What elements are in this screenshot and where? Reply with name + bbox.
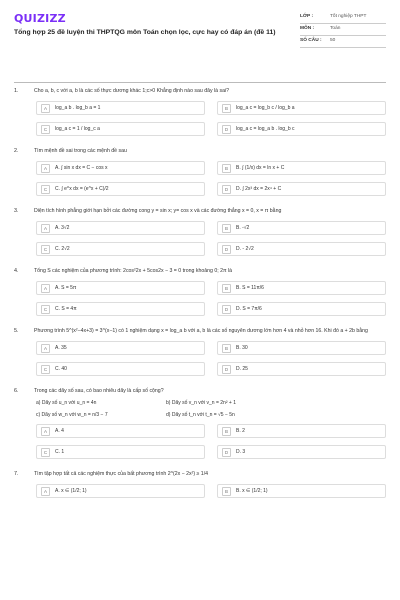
- option-text: log_a c = 1 / log_c a: [55, 126, 100, 132]
- question-number: 4.: [14, 268, 19, 274]
- meta-panel: [300, 12, 386, 48]
- option-text: A. 35: [55, 345, 67, 351]
- answer-option-a[interactable]: [36, 341, 205, 355]
- answer-option-a[interactable]: [36, 221, 205, 235]
- option-letter-box: B: [222, 164, 231, 173]
- question-text: Phương trình 5^(x²−4x+3) = 3^(x−1) có 1 nghiệm dạng x = log_a b với a, b là các số nguyên dương lớn hơn 4 và nhỏ hơn 16. Khi đó a + 2b bằng: [34, 328, 368, 334]
- option-text: C. 2√2: [55, 246, 70, 252]
- question-6: [14, 388, 386, 471]
- answer-options: [36, 101, 386, 136]
- option-text: B. 2: [236, 428, 245, 434]
- option-text: log_a c = log_b c / log_b a: [236, 105, 295, 111]
- meta-question-count: SỐ CÂU : 50: [300, 36, 386, 48]
- header-divider: [14, 82, 386, 83]
- question-header: [14, 208, 386, 215]
- answer-options: [36, 161, 386, 196]
- option-letter-box: A: [41, 104, 50, 113]
- option-letter-box: C: [41, 185, 50, 194]
- answer-option-d[interactable]: [217, 122, 386, 136]
- sub-statement: b) Dãy số v_n với v_n = 2n² + 1: [166, 400, 236, 406]
- answer-option-c[interactable]: [36, 302, 205, 316]
- option-text: C. 40: [55, 366, 67, 372]
- answer-options: [36, 341, 386, 376]
- option-letter-box: A: [41, 164, 50, 173]
- question-3: [14, 208, 386, 268]
- document-title: Tổng hợp 25 đề luyện thi THPTQG môn Toán chọn lọc, cực hay có đáp án (đề 11): [14, 29, 276, 36]
- option-text: D. ∫ 2x³ dx = 2x⁴ + C: [236, 186, 282, 192]
- option-letter-box: C: [41, 245, 50, 254]
- question-header: [14, 148, 386, 155]
- answer-option-b[interactable]: [217, 424, 386, 438]
- question-number: 3.: [14, 208, 19, 214]
- option-letter-box: C: [41, 365, 50, 374]
- answer-option-c[interactable]: [36, 242, 205, 256]
- question-spacer: [14, 316, 386, 328]
- answer-option-a[interactable]: [36, 161, 205, 175]
- option-text: D. 3: [236, 449, 246, 455]
- option-letter-box: D: [222, 305, 231, 314]
- answer-option-c[interactable]: [36, 445, 205, 459]
- answer-option-c[interactable]: [36, 182, 205, 196]
- question-1: [14, 88, 386, 148]
- option-letter-box: A: [41, 284, 50, 293]
- question-spacer: [14, 376, 386, 388]
- option-text: B. -√2: [236, 225, 250, 231]
- answer-options: [36, 484, 386, 498]
- option-text: C. 1: [55, 449, 65, 455]
- option-letter-box: D: [222, 365, 231, 374]
- answer-option-c[interactable]: [36, 362, 205, 376]
- answer-option-b[interactable]: [217, 281, 386, 295]
- question-2: [14, 148, 386, 208]
- option-letter-box: B: [222, 427, 231, 436]
- answer-options: [36, 221, 386, 256]
- option-text: C. S = 4π: [55, 306, 77, 312]
- answer-option-b[interactable]: [217, 101, 386, 115]
- question-5: [14, 328, 386, 388]
- question-spacer: [14, 196, 386, 208]
- option-text: log_a b . log_b a = 1: [55, 105, 101, 111]
- sub-statement: a) Dãy số u_n với u_n = 4n: [36, 400, 97, 406]
- answer-options: [36, 281, 386, 316]
- option-text: D. - 2√2: [236, 246, 254, 252]
- question-list: [14, 88, 386, 510]
- question-text: Trong các dãy số sau, có bao nhiêu dãy là cấp số cộng?: [34, 388, 164, 394]
- answer-option-b[interactable]: [217, 221, 386, 235]
- option-text: log_a c = log_a b . log_b c: [236, 126, 295, 132]
- question-spacer: [14, 136, 386, 148]
- question-text: Cho a, b, c với a, b là các số thực dương khác 1;c>0 Khẳng định nào sau đây là sai?: [34, 88, 229, 94]
- question-text: Tổng S các nghiệm của phương trình: 2cos²2x + 5cos2x − 3 = 0 trong khoảng 0; 2π là: [34, 268, 233, 274]
- option-letter-box: A: [41, 224, 50, 233]
- question-number: 6.: [14, 388, 19, 394]
- meta-class: LỚP : Tốt nghiệp THPT: [300, 12, 386, 24]
- option-text: B. 30: [236, 345, 248, 351]
- answer-option-b[interactable]: [217, 341, 386, 355]
- question-number: 2.: [14, 148, 19, 154]
- answer-option-d[interactable]: [217, 242, 386, 256]
- answer-option-b[interactable]: [217, 484, 386, 498]
- question-spacer: [14, 256, 386, 268]
- answer-option-d[interactable]: [217, 182, 386, 196]
- meta-subject: MÔN : Toán: [300, 24, 386, 36]
- option-letter-box: A: [41, 487, 50, 496]
- sub-statement: c) Dãy số w_n với w_n = n/3 − 7: [36, 412, 108, 418]
- question-text: Tìm tập hợp tất cả các nghiệm thực của bất phương trình 2^(2x − 2x²) ≥ 1/4: [34, 471, 209, 477]
- option-text: A. ∫ sin x dx = C − cos x: [55, 165, 108, 171]
- answer-option-a[interactable]: [36, 281, 205, 295]
- question-text: Diện tích hình phẳng giới hạn bởi các đường cong y = sin x; y= cos x và các đường thẳng x = 0, x = π bằng: [34, 208, 282, 214]
- sub-statement: d) Dãy số t_n với t_n = √5 − 5n: [166, 412, 235, 418]
- option-letter-box: B: [222, 104, 231, 113]
- answer-options: [36, 424, 386, 459]
- question-number: 7.: [14, 471, 19, 477]
- option-text: A. 4: [55, 428, 64, 434]
- question-text: Tìm mệnh đề sai trong các mệnh đề sau: [34, 148, 127, 154]
- option-text: A. x ∈ (1/2; 1): [55, 488, 87, 494]
- question-4: [14, 268, 386, 328]
- option-text: A. 3√2: [55, 225, 70, 231]
- option-letter-box: B: [222, 344, 231, 353]
- option-letter-box: A: [41, 427, 50, 436]
- option-letter-box: A: [41, 344, 50, 353]
- answer-option-a[interactable]: [36, 424, 205, 438]
- option-text: D. 25: [236, 366, 248, 372]
- question-header: [14, 268, 386, 275]
- question-number: 1.: [14, 88, 19, 94]
- question-spacer: [14, 498, 386, 510]
- option-text: B. ∫ (1/x) dx = ln x + C: [236, 165, 285, 171]
- sub-statements: [36, 400, 296, 418]
- option-text: B. x ∈ (1/2; 1): [236, 488, 268, 494]
- answer-option-d[interactable]: [217, 445, 386, 459]
- option-text: B. S = 11π/6: [236, 285, 264, 291]
- option-letter-box: C: [41, 125, 50, 134]
- option-letter-box: C: [41, 305, 50, 314]
- question-spacer: [14, 459, 386, 471]
- option-letter-box: D: [222, 448, 231, 457]
- question-7: [14, 471, 386, 510]
- question-number: 5.: [14, 328, 19, 334]
- option-letter-box: C: [41, 448, 50, 457]
- answer-option-d[interactable]: [217, 362, 386, 376]
- answer-option-c[interactable]: [36, 122, 205, 136]
- option-letter-box: D: [222, 245, 231, 254]
- quizizz-logo: QUIZIZZ: [14, 12, 66, 25]
- answer-option-d[interactable]: [217, 302, 386, 316]
- option-letter-box: B: [222, 487, 231, 496]
- option-text: C. ∫ e^x dx = (e^x + C)/2: [55, 186, 109, 192]
- option-letter-box: D: [222, 185, 231, 194]
- option-letter-box: B: [222, 284, 231, 293]
- question-header: [14, 388, 386, 395]
- option-letter-box: B: [222, 224, 231, 233]
- question-header: [14, 471, 386, 478]
- answer-option-a[interactable]: [36, 101, 205, 115]
- answer-option-a[interactable]: [36, 484, 205, 498]
- question-header: [14, 88, 386, 95]
- question-header: [14, 328, 386, 335]
- option-text: D. S = 7π/6: [236, 306, 262, 312]
- answer-option-b[interactable]: [217, 161, 386, 175]
- option-text: A. S = 5π: [55, 285, 77, 291]
- option-letter-box: D: [222, 125, 231, 134]
